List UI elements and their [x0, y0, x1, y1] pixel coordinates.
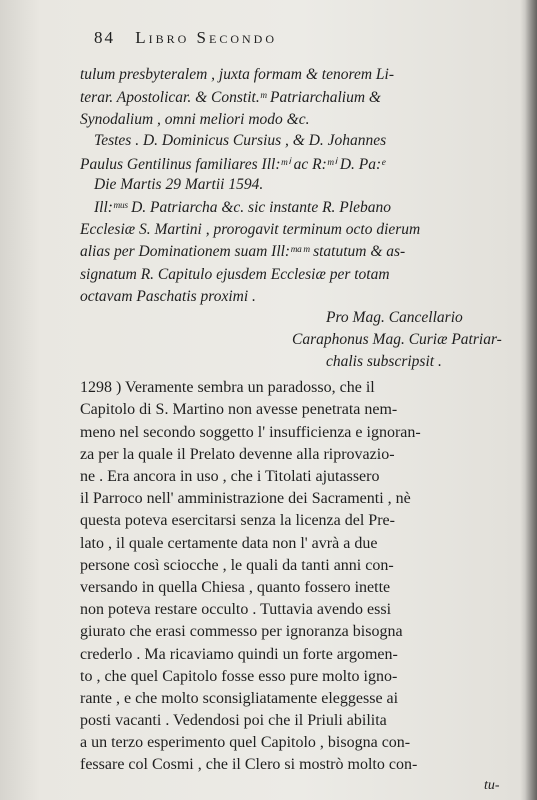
note-line: il Parroco nell' amministrazione dei Sacramenti , nè — [80, 490, 411, 507]
note-line: lato , il quale certamente data non l' avrà a due — [80, 535, 378, 552]
note-line: posti vacanti . Vedendosi poi che il Priuli abilita — [80, 712, 387, 729]
note-line: crederlo . Ma ricaviamo quindi un forte argomen- — [80, 646, 398, 663]
latin-line: Testes . D. Dominicus Cursius , & D. Johannes — [94, 132, 387, 149]
latin-line: Synodalium , omni meliori modo &c. — [80, 111, 310, 128]
note-line: to , che quel Capitolo fosse esso pure molto igno- — [80, 668, 398, 685]
latin-line: Paulus Gentilinus familiares Ill:ᵐⁱ ac R:ᵐⁱ D. Pa:ᵉ — [80, 156, 386, 173]
signature-line: Pro Mag. Cancellario — [326, 309, 463, 326]
note-line: versando in quella Chiesa , quanto fossero inette — [80, 579, 391, 596]
catchword: tu- — [484, 778, 500, 793]
latin-line: Ill:ᵐᵘˢ D. Patriarcha &c. sic instante R. Plebano — [94, 199, 391, 216]
page-edge-shadow — [525, 0, 537, 800]
note-line: fessare col Cosmi , che il Clero si mostrò molto con- — [80, 756, 418, 773]
note-line: za per la quale il Prelato devenne alla riprovazio- — [80, 446, 395, 463]
latin-line: tulum presbyteralem , juxta formam & tenorem Li- — [80, 66, 394, 83]
note-line: non poteva restare occulto . Tuttavia avendo essi — [80, 601, 392, 618]
note-line: meno nel secondo soggetto l' insufficienza e ignoran- — [80, 424, 421, 441]
note-line: questa poteva esercitarsi senza la licenza del Pre- — [80, 512, 395, 529]
note-line: 1298 ) Veramente sembra un paradosso, che il — [80, 379, 375, 396]
latin-line: Die Martis 29 Martii 1594. — [94, 176, 264, 193]
latin-line: octavam Paschatis proximi . — [80, 288, 256, 305]
signature-line: chalis subscripsit . — [326, 353, 442, 370]
note-line: giurato che erasi commesso per ignoranza bisogna — [80, 623, 403, 640]
signature-line: Caraphonus Mag. Curiæ Patriar- — [292, 331, 502, 348]
latin-line: Ecclesiæ S. Martini , prorogavit terminum octo dierum — [80, 221, 421, 238]
latin-line: signatum R. Capitulo ejusdem Ecclesiæ per totam — [80, 266, 390, 283]
latin-line: terar. Apostolicar. & Constit.ᵐ Patriarchalium & — [80, 89, 381, 106]
note-line: ne . Era ancora in uso , che i Titolati ajutassero — [80, 468, 380, 485]
latin-line: alias per Dominationem suam Ill:ᵐᵃᵐ statutum & as- — [80, 243, 406, 260]
note-line: persone così sciocche , le quali da tanti anni con- — [80, 557, 394, 574]
page-number: 84 — [94, 28, 115, 47]
note-line: a un terzo esperimento quel Capitolo , bisogna con- — [80, 734, 411, 751]
note-line: rante , e che molto sconsigliatamente eleggesse ai — [80, 690, 399, 707]
running-header — [94, 28, 514, 50]
note-line: Capitolo di S. Martino non avesse penetrata nem- — [80, 401, 398, 418]
running-title: Libro Secondo — [135, 28, 278, 47]
